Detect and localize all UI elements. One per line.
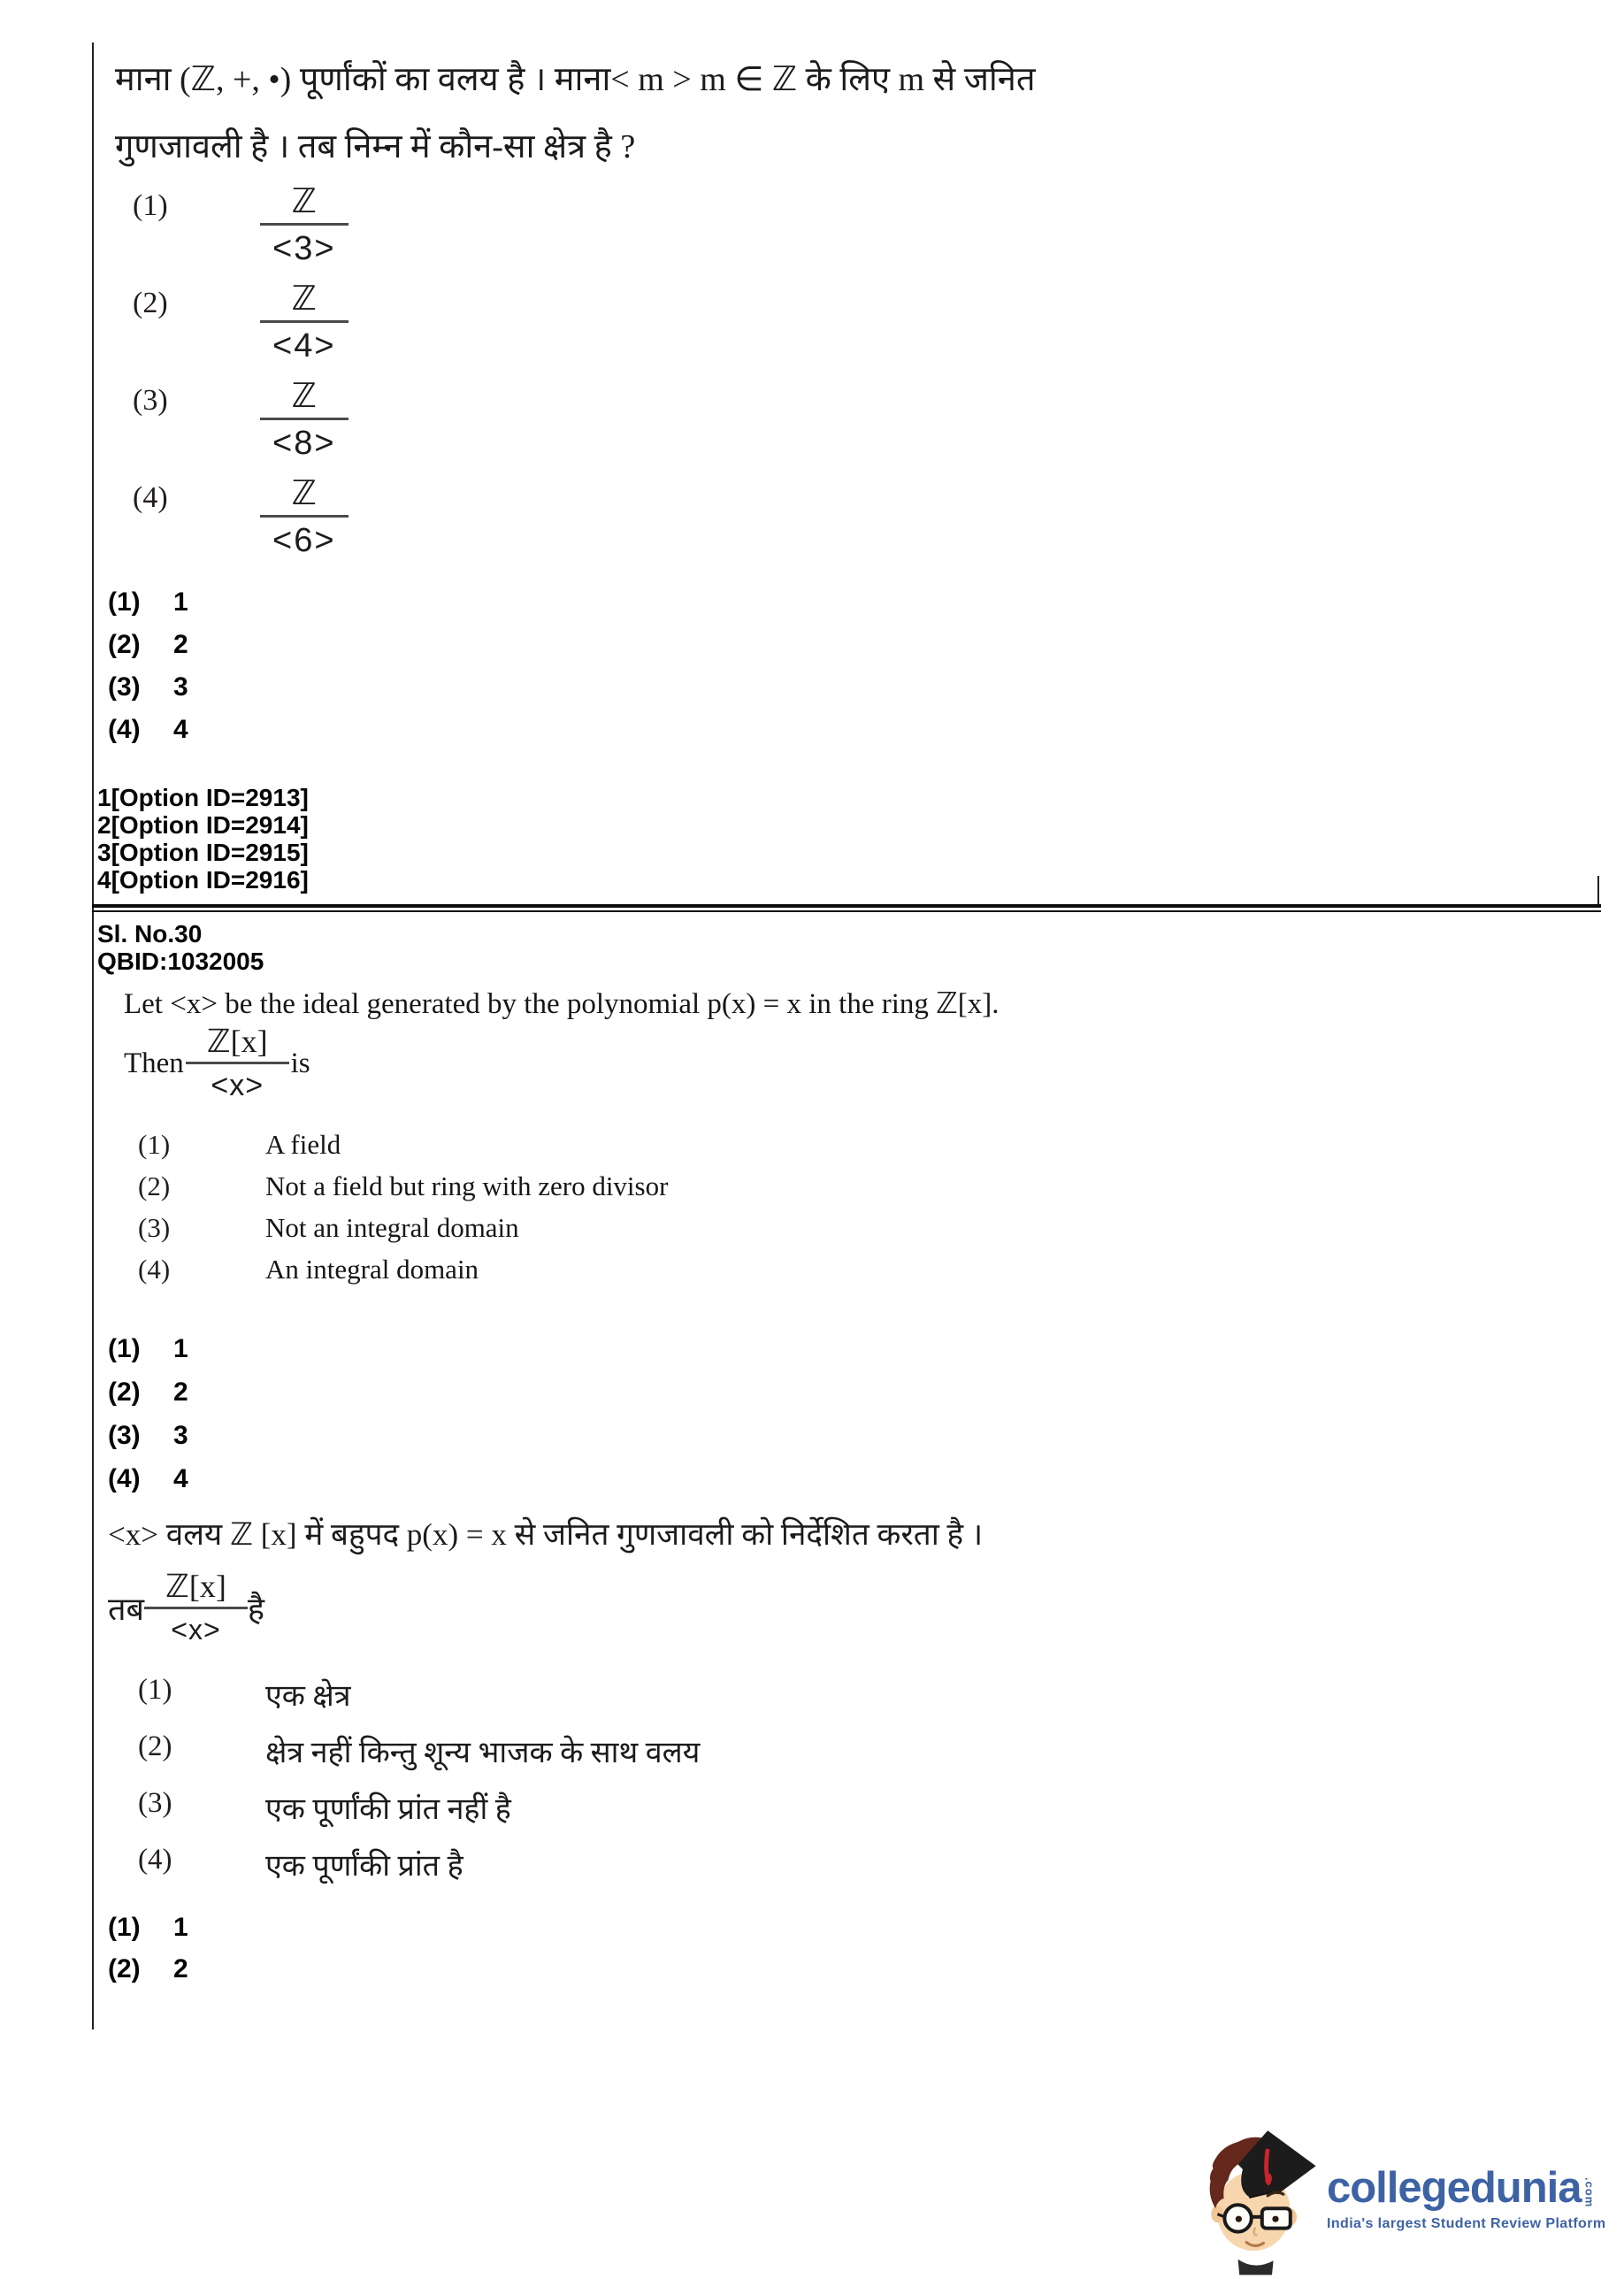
answer-row <box>108 715 188 757</box>
fraction-numerator: ℤ[x] <box>165 1569 226 1604</box>
fraction-bar <box>186 1062 289 1064</box>
option-row-2 <box>133 280 336 377</box>
question-text-english: Let <x> be the ideal generated by the polynomial p(x) = x in the ring ℤ[x]. <box>124 988 1000 1020</box>
brand-name: collegedunia <box>1327 2164 1582 2212</box>
option-label: (3) <box>138 1212 171 1243</box>
option-row-1 <box>133 182 336 280</box>
fraction-denominator: <x> <box>171 1614 221 1646</box>
answer-row <box>108 1421 188 1464</box>
option-label: (1) <box>138 1674 172 1706</box>
table-left-border <box>92 42 94 2030</box>
answer-row <box>108 1377 188 1421</box>
option-id-line-1: 1[Option ID=2913] <box>97 784 309 811</box>
option-id-line-4: 4[Option ID=2916] <box>97 866 309 894</box>
brand-tagline: India's largest Student Review Platform <box>1327 2216 1606 2231</box>
answer-label: (2) <box>108 1377 141 1407</box>
fraction-numerator: ℤ[x] <box>206 1024 268 1059</box>
fraction-numerator: ℤ <box>291 183 317 220</box>
answer-key-list-3 <box>108 1913 188 1996</box>
option-text: एक क्षेत्र <box>265 1680 351 1713</box>
fraction-bar <box>144 1607 248 1609</box>
hindi-question-line-2: गुणजावली है । तब निम्न में कौन-सा क्षेत्र है ? <box>115 128 636 165</box>
english-fraction-statement <box>124 1023 310 1104</box>
answer-label: (3) <box>108 1421 141 1450</box>
answer-value: 2 <box>173 1377 188 1407</box>
option-id-line-2: 2[Option ID=2914] <box>97 811 309 839</box>
hindi-options-list <box>138 1674 700 1900</box>
answer-row <box>108 587 188 630</box>
mascot-icon <box>1192 2121 1323 2276</box>
option-row-3 <box>133 377 336 474</box>
quotient-fraction <box>157 1568 235 1647</box>
divider-line-top <box>92 904 1601 908</box>
answer-value: 1 <box>173 587 188 617</box>
option-label: (4) <box>133 481 168 514</box>
hindi-fraction-statement <box>108 1568 264 1647</box>
question-text-hindi: <x> वलय ℤ [x] में बहुपद p(x) = x से जनित गुणजावली को निर्देशित करता है । <box>108 1517 984 1552</box>
fraction-bar <box>260 320 349 323</box>
qbid: QBID:1032005 <box>97 948 264 975</box>
fraction-denominator: <3> <box>272 230 336 267</box>
answer-value: 4 <box>173 715 188 744</box>
english-options-list <box>138 1131 668 1297</box>
hindi-option-row-4 <box>138 1844 700 1900</box>
is-word: is <box>290 1047 310 1079</box>
option-text: एक पूर्णांकी प्रांत नहीं है <box>265 1793 511 1826</box>
collegedunia-logo[interactable] <box>1192 2120 1622 2277</box>
answer-row <box>108 1913 188 1954</box>
fraction-denominator: <8> <box>272 425 336 462</box>
table-right-border-stub <box>1597 876 1599 908</box>
english-option-row-1 <box>138 1131 668 1159</box>
option-text: A field <box>265 1129 341 1160</box>
answer-row <box>108 630 188 672</box>
hindi-option-row-2 <box>138 1730 700 1787</box>
answer-value: 1 <box>173 1334 188 1363</box>
option-fraction <box>272 474 336 561</box>
english-option-row-2 <box>138 1172 668 1201</box>
option-label: (4) <box>138 1844 172 1876</box>
answer-label: (2) <box>108 1954 141 1984</box>
option-text: An integral domain <box>265 1254 479 1285</box>
answer-row <box>108 1464 188 1508</box>
answer-label: (4) <box>108 715 141 744</box>
answer-value: 2 <box>173 1954 188 1984</box>
fraction-numerator: ℤ <box>291 475 317 512</box>
tab-word: तब <box>108 1591 145 1627</box>
answer-label: (1) <box>108 1334 141 1363</box>
answer-value: 2 <box>173 630 188 659</box>
option-label: (2) <box>133 287 168 319</box>
option-text: Not an integral domain <box>265 1212 519 1243</box>
answer-row <box>108 672 188 715</box>
divider-line-bottom <box>92 910 1601 912</box>
fraction-denominator: <6> <box>272 522 336 559</box>
brand-domain-suffix: .com <box>1582 2177 1597 2208</box>
option-label: (1) <box>138 1129 171 1160</box>
hindi-question-line-1: माना (ℤ, +, •) पूर्णांकों का वलय है । माना< m > m ∈ ℤ के लिए m से जनित <box>115 61 1036 98</box>
quotient-fraction <box>198 1023 277 1104</box>
option-text: क्षेत्र नहीं किन्तु शून्य भाजक के साथ वलय <box>265 1737 701 1769</box>
fraction-bar <box>260 515 349 518</box>
option-text: एक पूर्णांकी प्रांत है <box>265 1850 463 1883</box>
answer-label: (3) <box>108 672 141 702</box>
fraction-bar <box>260 223 349 226</box>
hindi-option-row-3 <box>138 1787 700 1844</box>
answer-label: (2) <box>108 630 141 659</box>
option-row-4 <box>133 474 336 572</box>
option-text: Not a field but ring with zero divisor <box>265 1170 669 1201</box>
english-option-row-4 <box>138 1255 668 1284</box>
option-id-line-3: 3[Option ID=2915] <box>97 839 309 866</box>
answer-label: (1) <box>108 1913 141 1942</box>
option-label: (2) <box>138 1170 171 1201</box>
option-fraction <box>272 280 336 366</box>
fraction-numerator: ℤ <box>291 378 317 415</box>
question-meta <box>97 920 264 975</box>
answer-label: (1) <box>108 587 141 617</box>
english-option-row-3 <box>138 1214 668 1242</box>
logo-text-block <box>1327 2165 1605 2232</box>
fraction-numerator: ℤ <box>291 280 317 318</box>
option-fraction <box>272 377 336 464</box>
fraction-bar <box>260 418 349 420</box>
serial-number: Sl. No.30 <box>97 920 203 948</box>
section-divider <box>92 904 1601 912</box>
fraction-denominator: <x> <box>211 1069 264 1102</box>
option-label: (3) <box>133 384 168 417</box>
then-word: Then <box>124 1047 184 1079</box>
answer-label: (4) <box>108 1464 141 1493</box>
answer-row <box>108 1334 188 1377</box>
option-label: (3) <box>138 1787 172 1819</box>
answer-value: 3 <box>173 1421 188 1450</box>
option-label: (1) <box>133 189 168 222</box>
previous-question-text-hindi <box>115 46 1229 180</box>
fraction-options-list <box>133 182 336 572</box>
option-id-list <box>97 784 309 894</box>
option-fraction <box>272 182 336 269</box>
answer-value: 3 <box>173 672 188 702</box>
answer-key-list-1 <box>108 587 188 757</box>
answer-value: 4 <box>173 1464 188 1493</box>
hai-word: है <box>247 1591 264 1627</box>
option-label: (2) <box>138 1730 172 1762</box>
answer-value: 1 <box>173 1913 188 1942</box>
hindi-option-row-1 <box>138 1674 700 1730</box>
fraction-denominator: <4> <box>272 327 336 364</box>
answer-key-list-2 <box>108 1334 188 1508</box>
answer-row <box>108 1954 188 1996</box>
option-label: (4) <box>138 1254 171 1285</box>
